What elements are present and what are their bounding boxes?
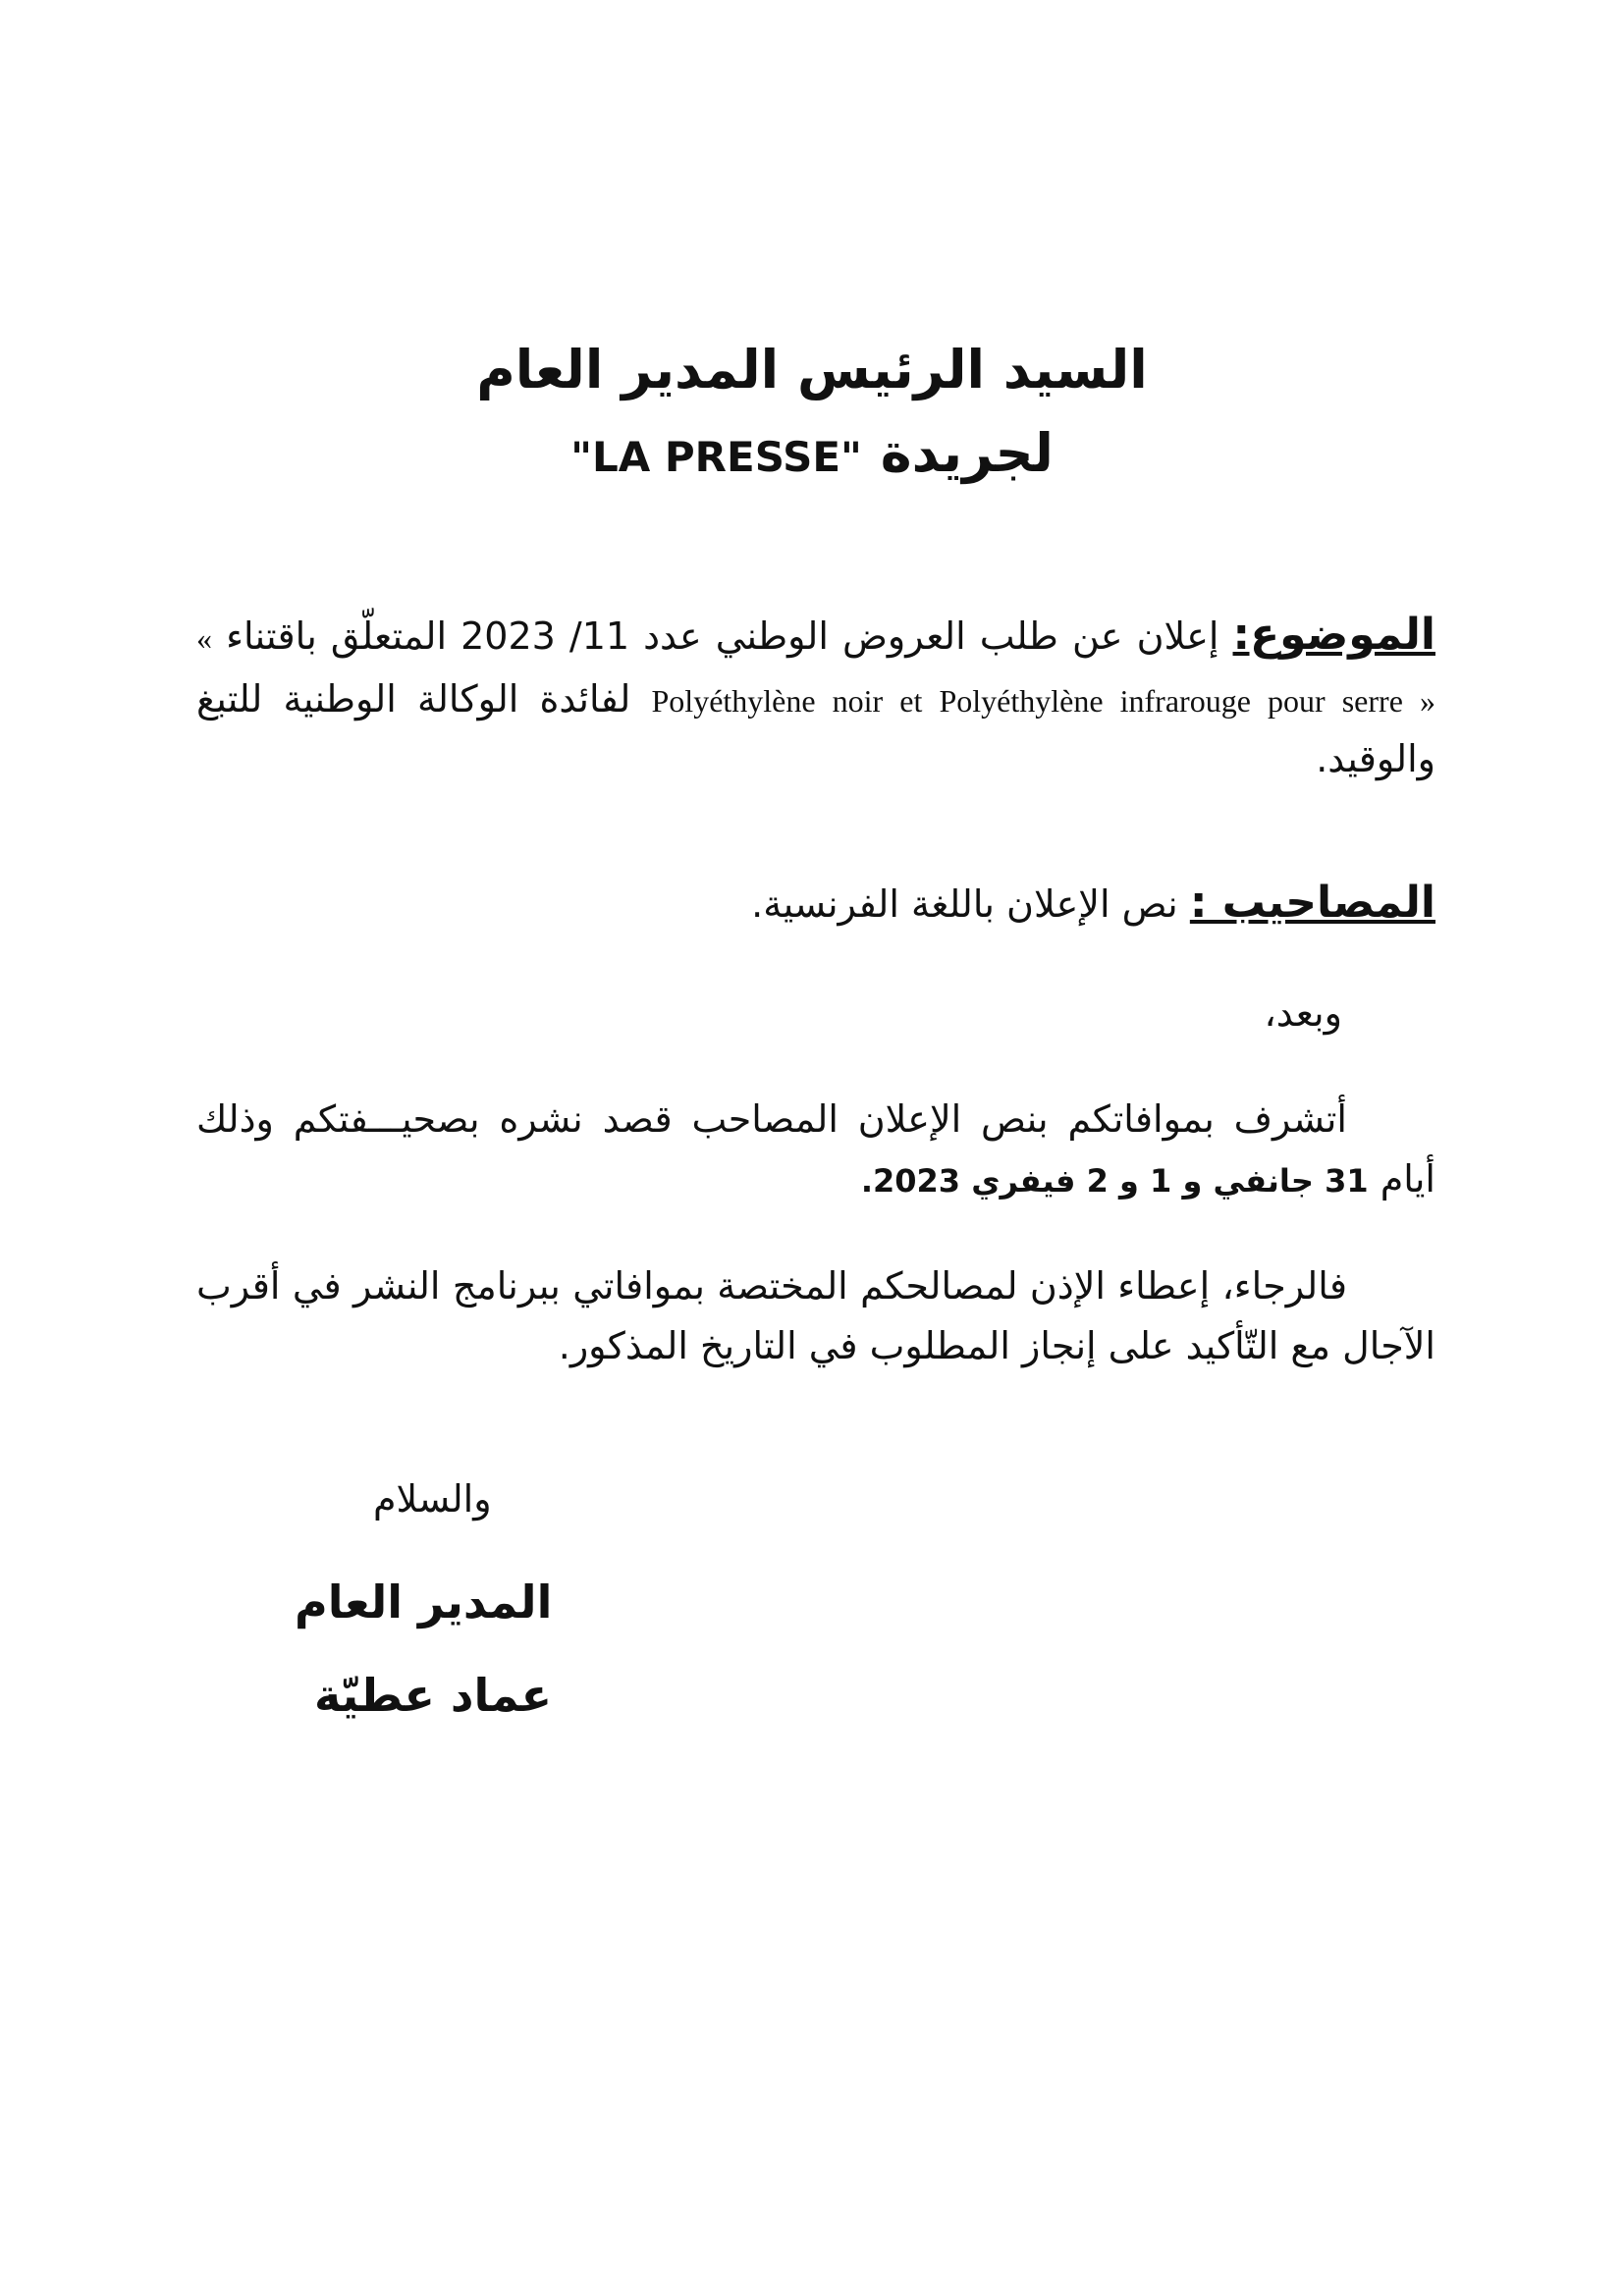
greeting: وبعد، (1264, 991, 1342, 1035)
addressee-newspaper-prefix: لجريدة (880, 422, 1054, 484)
publication-dates: 31 جانفي و 1 و 2 فيفري 2023. (860, 1161, 1369, 1200)
subject-text-a: إعلان عن طلب العروض الوطني عدد 11/ 2023 المتعلّق باقتناء (226, 614, 1219, 658)
addressee-title: السيد الرئيس المدير العام (476, 339, 1148, 400)
subject-text-b: لفائدة الوكالة الوطنية للتبغ والوقيد. (196, 677, 1435, 781)
body-paragraph-2: فالرجاء، إعطاء الإذن لمصالحكم المختصة بموافاتي ببرنامج النشر في أقرب الآجال مع التّأكيد على إنجاز المطلوب في التاريخ المذكور. (196, 1264, 1435, 1367)
body-paragraph-1-text: أتشرف بموافاتكم بنص الإعلان المصاحب قصد نشره بصحيـــفتكم وذلك أيام (196, 1097, 1435, 1201)
signer-name: عماد عطيّة (314, 1669, 553, 1722)
body-paragraph-1 (196, 1090, 1435, 1209)
attachment-line (196, 869, 1435, 937)
subject-label: الموضوع: (1232, 610, 1435, 660)
attachment-label: المصاحيب : (1189, 878, 1435, 928)
subject-product-name: « Polyéthylène noir et Polyéthylène infrarouge pour serre » (196, 620, 1435, 720)
closing-salutation: والسلام (373, 1477, 492, 1521)
addressee-newspaper (0, 422, 1624, 486)
subject-paragraph (196, 601, 1435, 789)
signer-title: المدير العام (295, 1575, 553, 1629)
attachment-text: نص الإعلان باللغة الفرنسية. (751, 882, 1178, 926)
newspaper-name: "LA PRESSE" (570, 433, 862, 481)
